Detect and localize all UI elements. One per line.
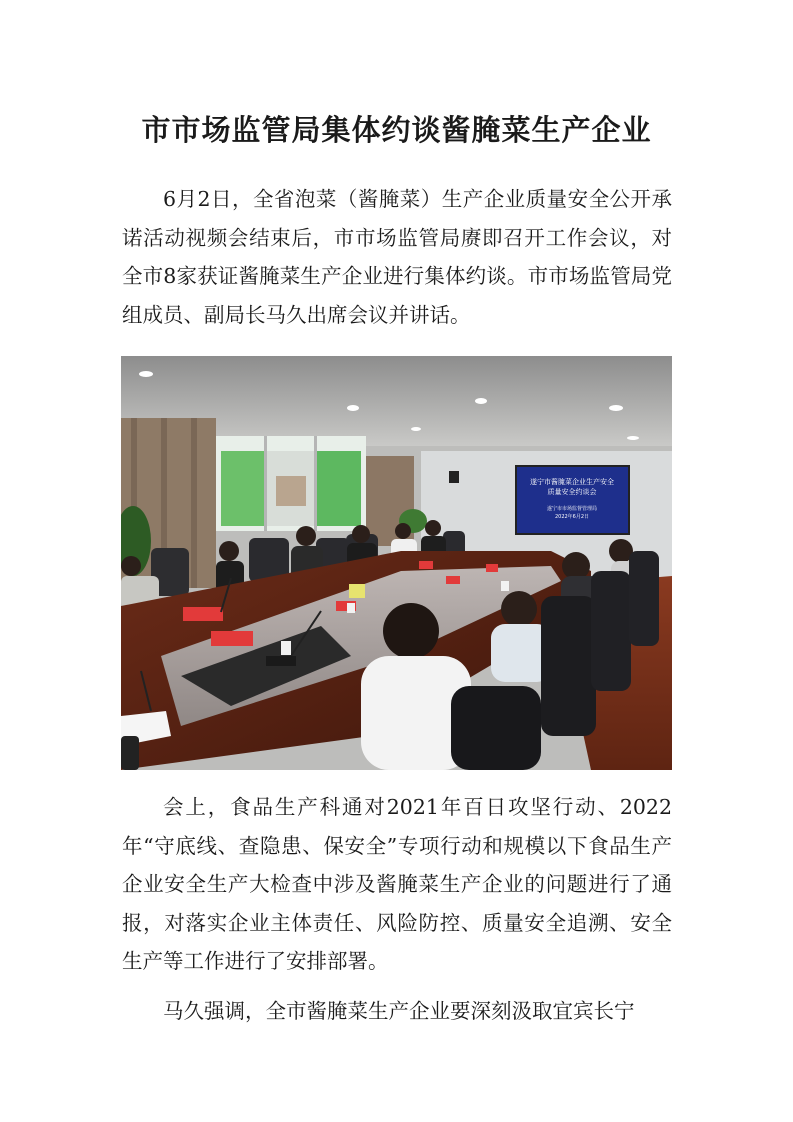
- paragraph-meeting: 会上，食品生产科通对2021年百日攻坚行动、2022年“守底线、查隐患、保安全”专项行动和规模以下食品生产企业安全生产大检查中涉及酱腌菜生产企业的问题进行了通报，对落实企业主体责任、风险防控、质量安全追溯、安全生产等工作进行了安排部署。: [122, 795, 672, 973]
- screen-text-1: 遂宁市酱腌菜企业生产安全: [530, 478, 614, 486]
- paragraph-intro: 6月2日，全省泡菜（酱腌菜）生产企业质量安全公开承诺活动视频会结束后，市市场监管局赓即召开工作会议，对全市8家获证酱腌菜生产企业进行集体约谈。市市场监管局党组成员、副局长马久出席会议并讲话。: [122, 187, 672, 327]
- meeting-photo: [121, 356, 672, 770]
- screen-text-3: 遂宁市市场监督管理局: [546, 506, 598, 512]
- screen-text-2: 质量安全约谈会: [547, 488, 597, 496]
- article-title: 市市场监管局集体约谈酱腌菜生产企业: [141, 113, 652, 147]
- screen-text-4: 2022年6月2日: [554, 514, 590, 520]
- paragraph-emphasis: 马久强调，全市酱腌菜生产企业要深刻汲取宜宾长宁: [163, 999, 635, 1023]
